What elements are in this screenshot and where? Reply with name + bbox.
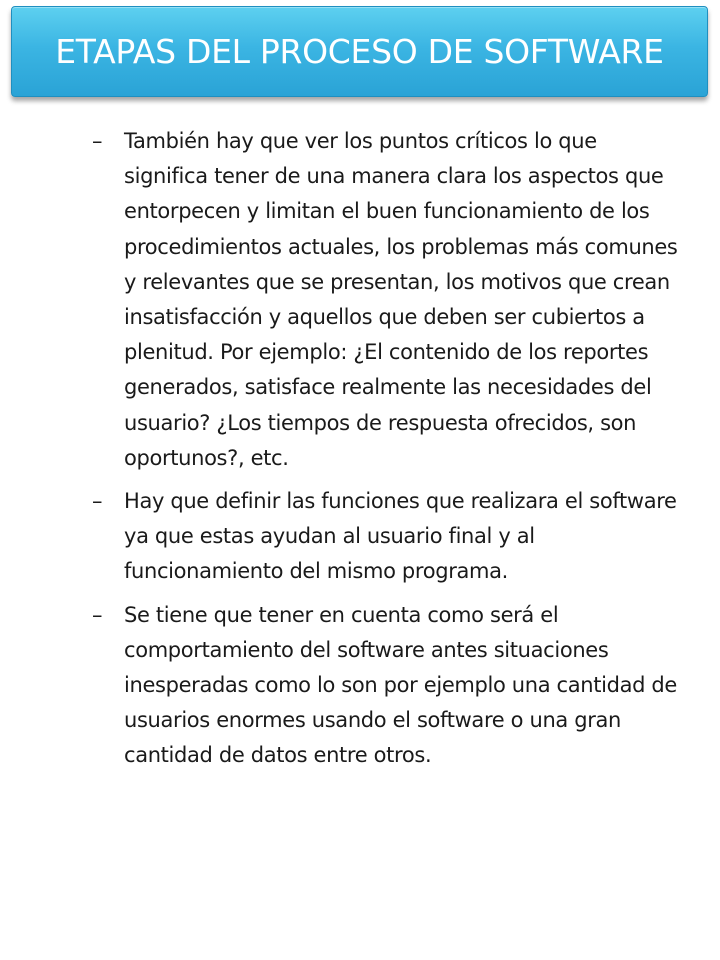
bullet-item [92,598,682,774]
bullet-text: Hay que definir las funciones que realizara el software ya que estas ayudan al usuario final y al funcionamiento del mismo programa. [124,489,677,584]
bullet-item [92,124,682,476]
title-banner [11,6,708,97]
bullet-text: También hay que ver los puntos críticos lo que significa tener de una manera clara los aspectos que entorpecen y limitan el buen funcionamiento de los procedimientos actuales, los problemas más comunes y relevantes que se presentan, los motivos que crean insatisfacción y aquellos que deben ser cubiertos a plenitud. Por ejemplo: ¿El contenido de los reportes generados, satisface realmente las necesidades del usuario? ¿Los tiempos de respuesta ofrecidos, son oportunos?, etc. [124,129,678,470]
slide-body [92,124,682,782]
bullet-dash-icon: – [92,602,103,627]
bullet-dash-icon: – [92,489,103,514]
bullet-dash-icon: – [92,129,103,153]
bullet-item [92,484,682,590]
bullet-text: Se tiene que tener en cuenta como será el comportamiento del software antes situaciones inesperadas como lo son por ejemplo una cantidad de usuarios enormes usando el software o una gran cantidad de datos entre otros. [124,602,677,768]
slide-title: ETAPAS DEL PROCESO DE SOFTWARE [55,32,664,71]
